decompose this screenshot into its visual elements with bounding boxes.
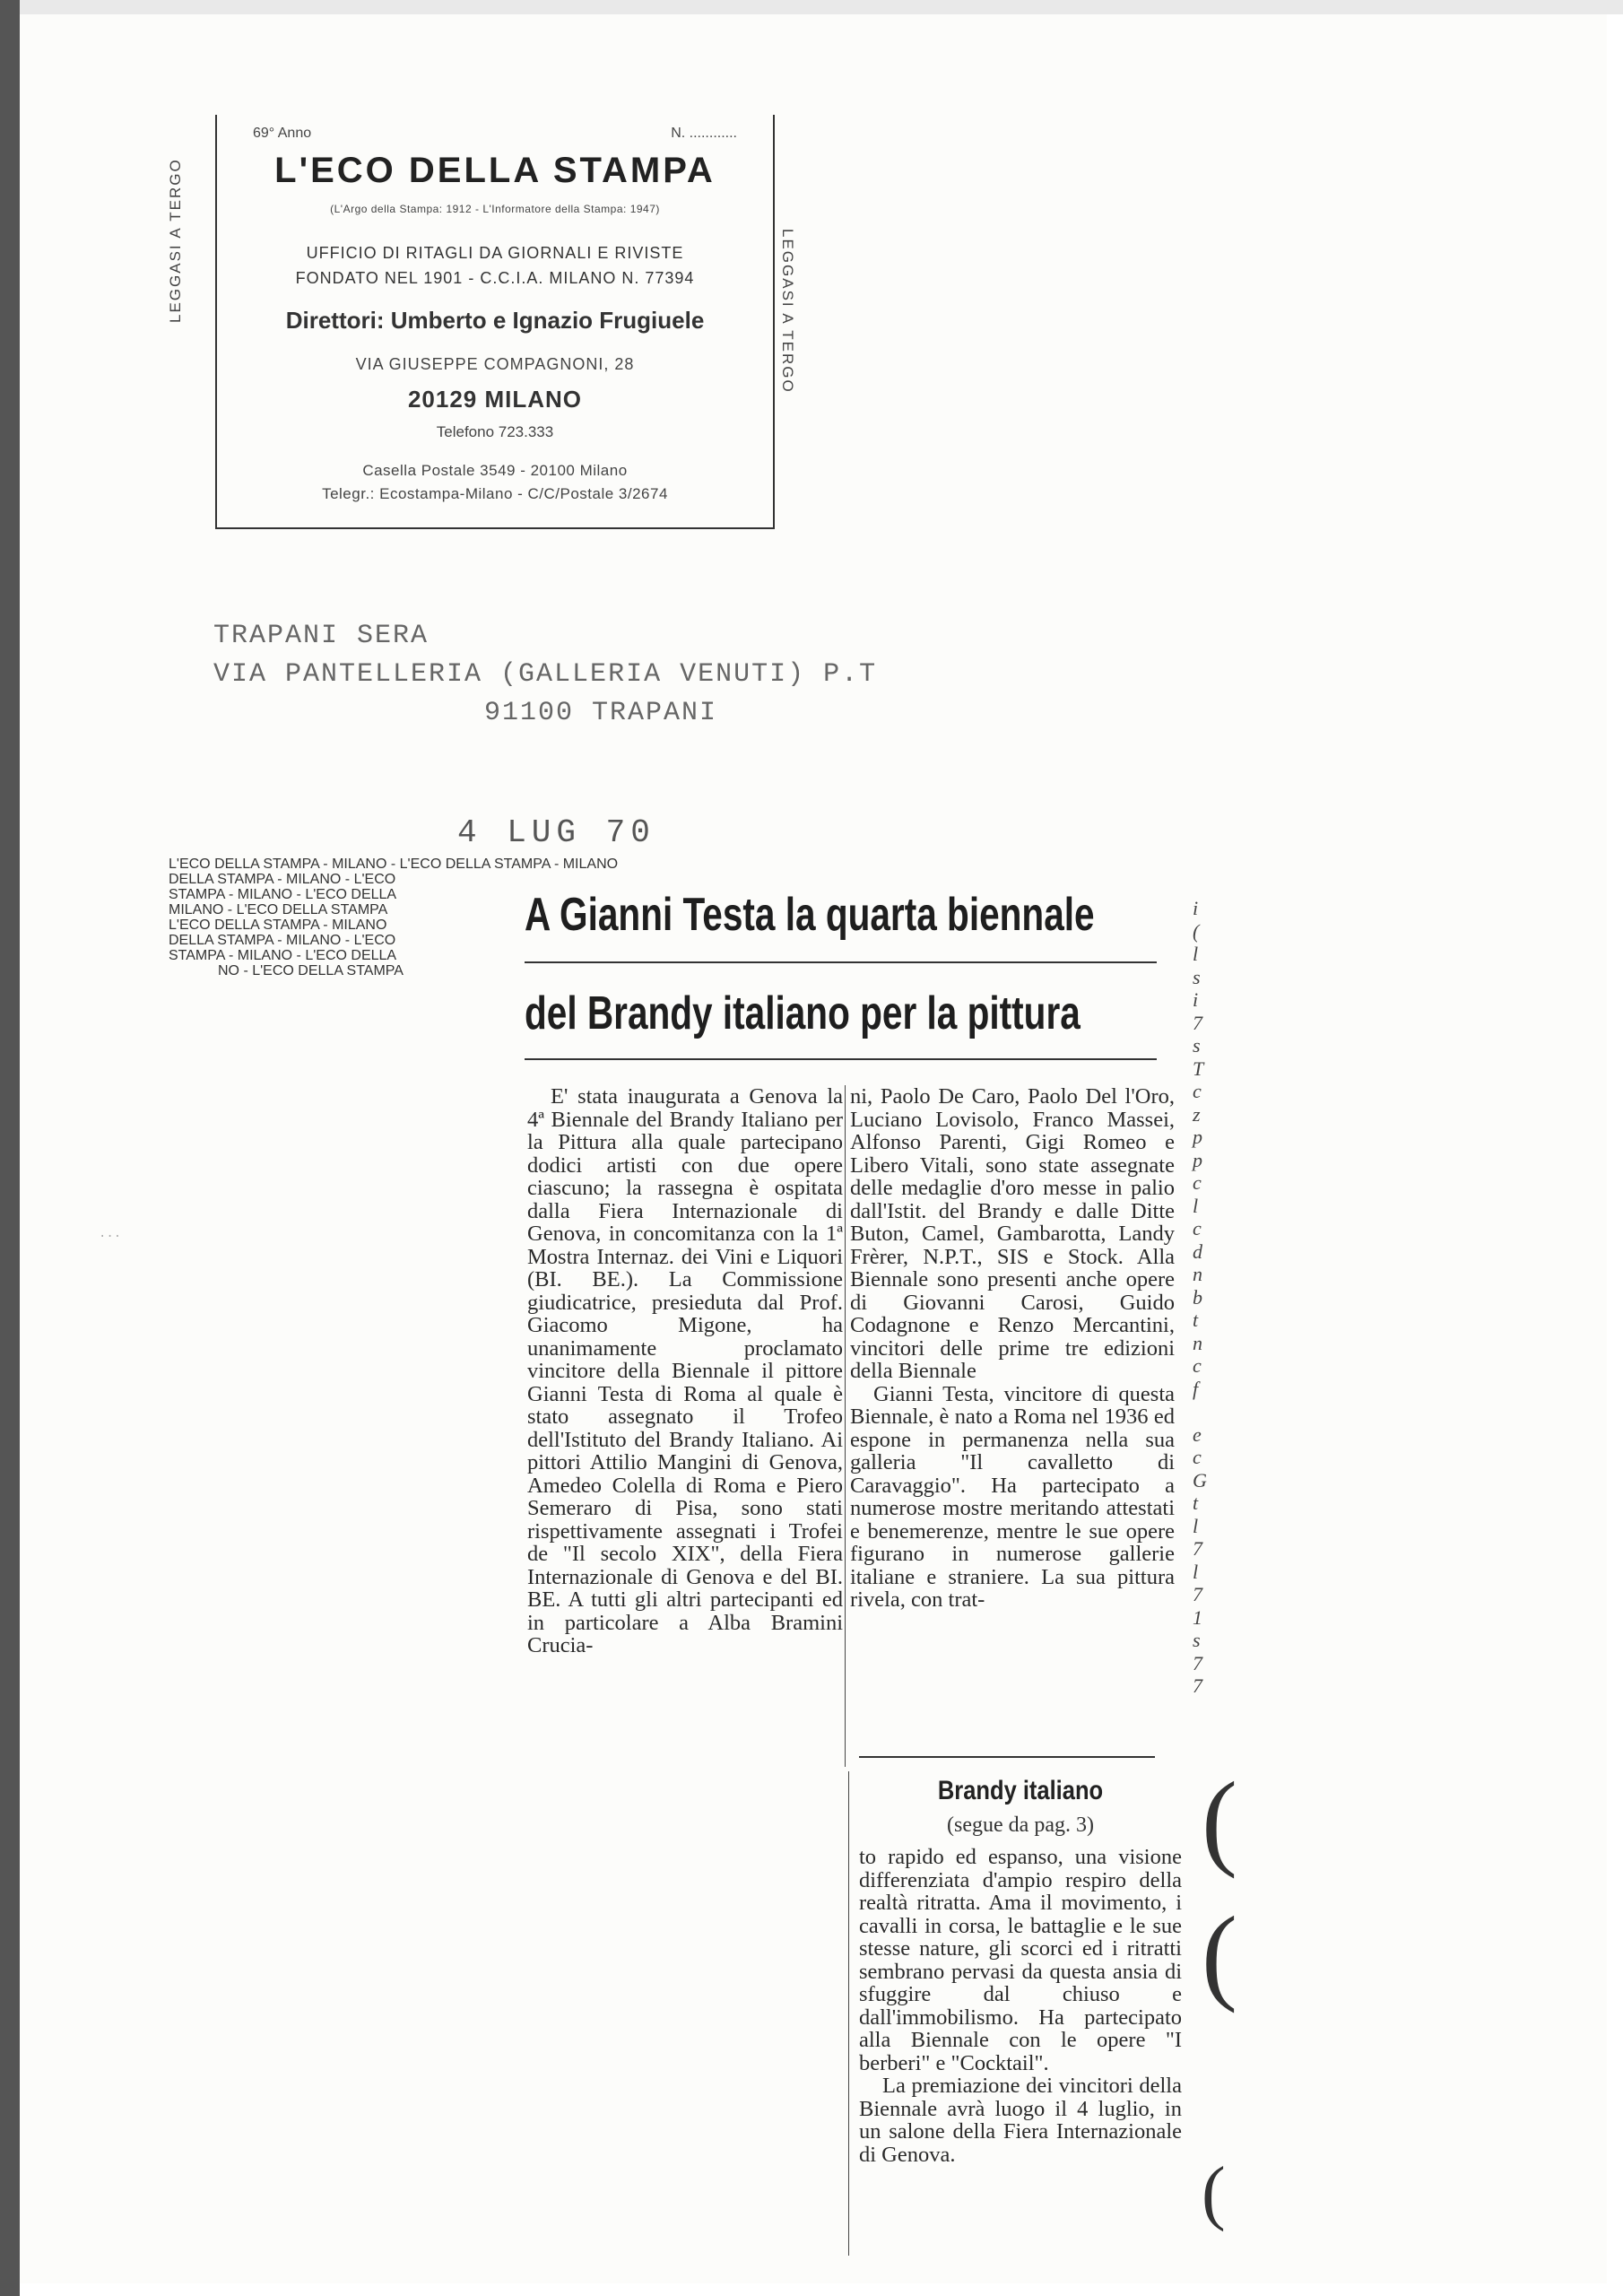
- rep-line: NO - L'ECO DELLA STAMPA: [218, 963, 404, 978]
- edge-letter: s: [1193, 1629, 1201, 1651]
- edge-letter: (: [1193, 919, 1200, 943]
- stamp-city: 20129 MILANO: [407, 386, 583, 413]
- bracket-mark: (: [1202, 2153, 1226, 2232]
- stamp-office-line2: FONDATO NEL 1901 - C.C.I.A. MILANO N. 77394: [295, 269, 695, 287]
- rep-line: DELLA STAMPA - MILANO - L'ECO: [169, 933, 396, 948]
- edge-letter: c: [1193, 1171, 1202, 1194]
- edge-letter: G: [1193, 1468, 1207, 1492]
- stamp-year: 69° Anno: [253, 126, 312, 141]
- edge-letter: n: [1193, 1331, 1202, 1354]
- article-text: La premiazione dei vincitori della Biennale avrà luogo il 4 luglio, in un salone della Fiera Internazionale di Genova.: [859, 2074, 1182, 2167]
- edge-letter: 7: [1193, 1011, 1202, 1034]
- stamp-phone: Telefono 723.333: [436, 423, 554, 440]
- article-paragraph: to rapido ed espanso, una visione differenziata d'ampio respiro della realtà ritratta. Ama il movimento, i cavalli in corsa, le battaglie e le sue stesse nature, gli scorci ed i ritratti sembrano pervasi da questa ansia di sfuggire dal chiuso e dall'immobilismo. Ha partecipato alla Biennale con le opere "I berberi" e "Cocktail".: [859, 1845, 1182, 2075]
- article-paragraph: [850, 1383, 1175, 1612]
- stamp-postal: [217, 459, 773, 506]
- edge-letter: f: [1193, 1377, 1199, 1400]
- headline-rule: [525, 961, 1157, 963]
- edge-letter: l: [1193, 943, 1199, 965]
- edge-letter: c: [1193, 1080, 1202, 1102]
- edge-letter: s: [1193, 965, 1201, 988]
- edge-letter: l: [1193, 1194, 1199, 1217]
- stamp-pobox: Casella Postale 3549 - 20100 Milano: [362, 462, 628, 479]
- stamp-office-line1: UFFICIO DI RITAGLI DA GIORNALI E RIVISTE: [306, 244, 684, 262]
- edge-letter: c: [1193, 1354, 1202, 1377]
- bracket-mark: (: [1202, 1894, 1237, 2013]
- column-divider: [845, 1085, 846, 1767]
- edge-letter: c: [1193, 1446, 1202, 1468]
- scan-left-edge: [0, 0, 20, 2296]
- rep-line: MILANO - L'ECO DELLA STAMPA: [169, 902, 388, 918]
- stamp-address: VIA GIUSEPPE COMPAGNONI, 28: [355, 355, 635, 373]
- edge-letter: n: [1193, 1263, 1202, 1285]
- edge-letter: z: [1193, 1102, 1201, 1126]
- headline-line1: A Gianni Testa la quarta biennale: [525, 889, 1095, 941]
- article-column-b: [850, 1085, 1175, 1612]
- source-city: 91100 TRAPANI: [484, 698, 718, 728]
- headline-rule: [525, 1058, 1157, 1060]
- rep-line: L'ECO DELLA STAMPA - MILANO: [169, 918, 387, 933]
- edge-letter: c: [1193, 1217, 1202, 1239]
- edge-letter: i: [1193, 897, 1199, 919]
- stamp-subnote: (L'Argo della Stampa: 1912 - L'Informatore della Stampa: 1947): [330, 203, 660, 215]
- article-column-c: [859, 1846, 1182, 2166]
- rep-line: STAMPA - MILANO - L'ECO DELLA: [169, 948, 397, 963]
- edge-letter: d: [1193, 1239, 1202, 1263]
- edge-letter: b: [1193, 1285, 1202, 1309]
- article-text: E' stata inaugurata a Genova la 4ª Biennale del Brandy Italiano per la Pittura alla quale partecipano dodici artisti con due opere ciascuno; la rassegna è ospitata dalla Fiera Internazionale di Genova, in concomitanza con la 1ª Mostra Internaz. dei Vini e Liquori (BI. BE.). La Commissione giudicatrice, presieduta dal Prof. Giacomo Migone, ha unanimamente proclamato vincitore della Biennale il pittore Gianni Testa di Roma al quale è stato assegnato il Trofeo dell'Istituto del Brandy Italiano. Ai pittori Attilio Mangini di Genova, Amedeo Colella di Roma e Piero Semeraro di Pisa, sono stati rispettivamente assegnati i Trofei de "Il secolo XIX", della Fiera Internazionale di Genova e del BI. BE. A tutti gli altri partecipanti ed in particolare a Alba Bramini Crucia-: [527, 1084, 843, 1657]
- edge-letter: 7: [1193, 1674, 1202, 1697]
- column-divider: [848, 1771, 849, 2256]
- edge-letter: t: [1193, 1309, 1199, 1331]
- edge-letter: 7: [1193, 1651, 1202, 1674]
- source-name: TRAPANI SERA: [213, 621, 430, 651]
- bracket-mark: (: [1202, 1760, 1237, 1879]
- date-stamp: 4 LUG 70: [457, 814, 655, 851]
- stamp-telegr: Telegr.: Ecostampa-Milano - C/C/Postale 3/2674: [322, 485, 668, 502]
- article-paragraph: ni, Paolo De Caro, Paolo Del l'Oro, Luciano Lovisolo, Franco Massei, Alfonso Parenti, Gigi Romeo e Libero Vitali, sono state assegnate delle medaglie d'oro messe in palio dall'Istit. del Brandy e dalle Ditte Buton, Camel, Gambarotta, Landy Frèrer, N.P.T., SIS e Stock. Alla Biennale sono presenti anche opere di Giovanni Carosi, Guido Codagnone e Renzo Mercantini, vincitori delle prime tre edizioni della Biennale: [850, 1084, 1175, 1383]
- edge-letter: 1: [1193, 1605, 1202, 1629]
- edge-letter: p: [1193, 1126, 1202, 1148]
- stamp-number: N. ............: [671, 126, 737, 141]
- article-paragraph: [527, 1085, 843, 1657]
- continuation-rule: [859, 1756, 1155, 1758]
- edge-letter: [1193, 1400, 1219, 1423]
- edge-letter: 7: [1193, 1537, 1202, 1560]
- edge-letter: l: [1193, 1514, 1199, 1537]
- edge-letter: T: [1193, 1057, 1204, 1080]
- stamp-directors: Direttori: Umberto e Ignazio Frugiuele: [285, 307, 705, 334]
- rep-line: L'ECO DELLA STAMPA - MILANO - L'ECO DELLA STAMPA - MILANO: [169, 857, 619, 872]
- stamp-title: L'ECO DELLA STAMPA: [274, 151, 716, 190]
- edge-letter: t: [1193, 1492, 1199, 1514]
- stamp-side-left: LEGGASI A TERGO: [167, 158, 184, 323]
- source-address: VIA PANTELLERIA (GALLERIA VENUTI) P.T: [213, 659, 878, 690]
- rep-line: DELLA STAMPA - MILANO - L'ECO: [169, 872, 396, 887]
- stamp-side-right: LEGGASI A TERGO: [779, 229, 796, 394]
- article-column-a: [527, 1085, 843, 1657]
- rep-line: STAMPA - MILANO - L'ECO DELLA: [169, 887, 397, 902]
- article-paragraph: [859, 2074, 1182, 2166]
- continuation-note: (segue da pag. 3): [947, 1813, 1094, 1837]
- edge-letter: l: [1193, 1560, 1199, 1583]
- continuation-title: Brandy italiano: [937, 1776, 1104, 1805]
- edge-letter: p: [1193, 1148, 1202, 1171]
- edge-letter: e: [1193, 1422, 1202, 1446]
- edge-letter: 7: [1193, 1583, 1202, 1605]
- edge-letter: s: [1193, 1034, 1201, 1057]
- article-text: Gianni Testa, vincitore di questa Biennale, è nato a Roma nel 1936 ed espone in permanenza nella sua galleria "Il cavalletto di Caravaggio". Ha partecipato a numerose mostre meritando attestati e benemerenze, mentre le sue opere figurano in numerose gallerie italiane e straniere. La sua pittura rivela, con trat-: [850, 1381, 1175, 1612]
- stamp-office: [217, 240, 773, 291]
- scan-top-edge: [0, 0, 1623, 14]
- headline-line2: del Brandy italiano per la pittura: [525, 987, 1081, 1039]
- press-clipping-stamp: [215, 115, 775, 529]
- edge-letter: i: [1193, 988, 1199, 1011]
- margin-mark: ...: [99, 1227, 122, 1241]
- cut-column-edge: [1193, 897, 1219, 1698]
